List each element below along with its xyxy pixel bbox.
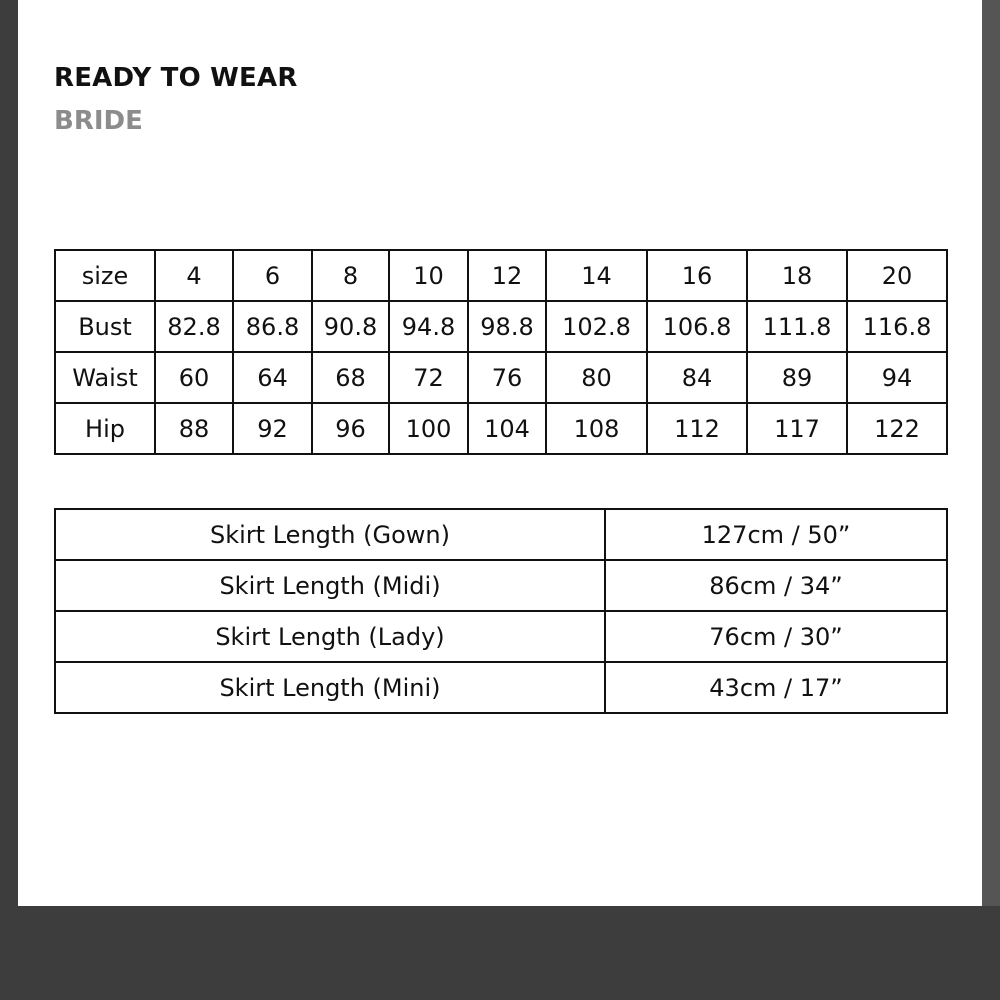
table-cell: 98.8 — [468, 301, 546, 352]
table-cell: 86.8 — [233, 301, 312, 352]
table-cell: 68 — [312, 352, 389, 403]
skirt-length-label: Skirt Length (Mini) — [55, 662, 605, 713]
table-cell: 76 — [468, 352, 546, 403]
size-header-cell: 6 — [233, 250, 312, 301]
skirt-length-value: 127cm / 50” — [605, 509, 947, 560]
page-title: READY TO WEAR — [54, 63, 298, 93]
size-header-cell: 4 — [155, 250, 233, 301]
size-header-cell: 10 — [389, 250, 468, 301]
table-row-skirt-lady — [55, 611, 947, 662]
table-cell: 80 — [546, 352, 647, 403]
table-cell: 72 — [389, 352, 468, 403]
table-cell: 60 — [155, 352, 233, 403]
row-label: Hip — [55, 403, 155, 454]
table-cell: 116.8 — [847, 301, 947, 352]
skirt-length-value: 76cm / 30” — [605, 611, 947, 662]
size-header-label: size — [55, 250, 155, 301]
size-header-cell: 18 — [747, 250, 847, 301]
table-cell: 104 — [468, 403, 546, 454]
table-row-bust — [55, 301, 947, 352]
table-cell: 82.8 — [155, 301, 233, 352]
table-cell: 84 — [647, 352, 747, 403]
skirt-length-value: 43cm / 17” — [605, 662, 947, 713]
table-row-skirt-mini — [55, 662, 947, 713]
size-header-cell: 12 — [468, 250, 546, 301]
document-page — [18, 0, 982, 906]
table-cell: 92 — [233, 403, 312, 454]
viewer-side-strip — [982, 0, 1000, 906]
skirt-length-label: Skirt Length (Lady) — [55, 611, 605, 662]
table-cell: 106.8 — [647, 301, 747, 352]
table-cell: 64 — [233, 352, 312, 403]
table-cell: 96 — [312, 403, 389, 454]
table-row-waist — [55, 352, 947, 403]
size-header-cell: 8 — [312, 250, 389, 301]
table-cell: 108 — [546, 403, 647, 454]
table-row-hip — [55, 403, 947, 454]
table-cell: 117 — [747, 403, 847, 454]
row-label: Bust — [55, 301, 155, 352]
table-cell: 94 — [847, 352, 947, 403]
page-subtitle: BRIDE — [54, 106, 143, 136]
size-chart-table — [54, 249, 948, 455]
table-cell: 88 — [155, 403, 233, 454]
table-row-skirt-midi — [55, 560, 947, 611]
skirt-length-label: Skirt Length (Midi) — [55, 560, 605, 611]
table-cell: 90.8 — [312, 301, 389, 352]
table-cell: 122 — [847, 403, 947, 454]
size-header-cell: 14 — [546, 250, 647, 301]
size-header-cell: 20 — [847, 250, 947, 301]
skirt-length-label: Skirt Length (Gown) — [55, 509, 605, 560]
skirt-length-value: 86cm / 34” — [605, 560, 947, 611]
table-cell: 111.8 — [747, 301, 847, 352]
table-row-skirt-gown — [55, 509, 947, 560]
size-header-row — [55, 250, 947, 301]
table-cell: 112 — [647, 403, 747, 454]
table-cell: 94.8 — [389, 301, 468, 352]
size-header-cell: 16 — [647, 250, 747, 301]
row-label: Waist — [55, 352, 155, 403]
skirt-length-table — [54, 508, 948, 714]
table-cell: 102.8 — [546, 301, 647, 352]
table-cell: 89 — [747, 352, 847, 403]
table-cell: 100 — [389, 403, 468, 454]
